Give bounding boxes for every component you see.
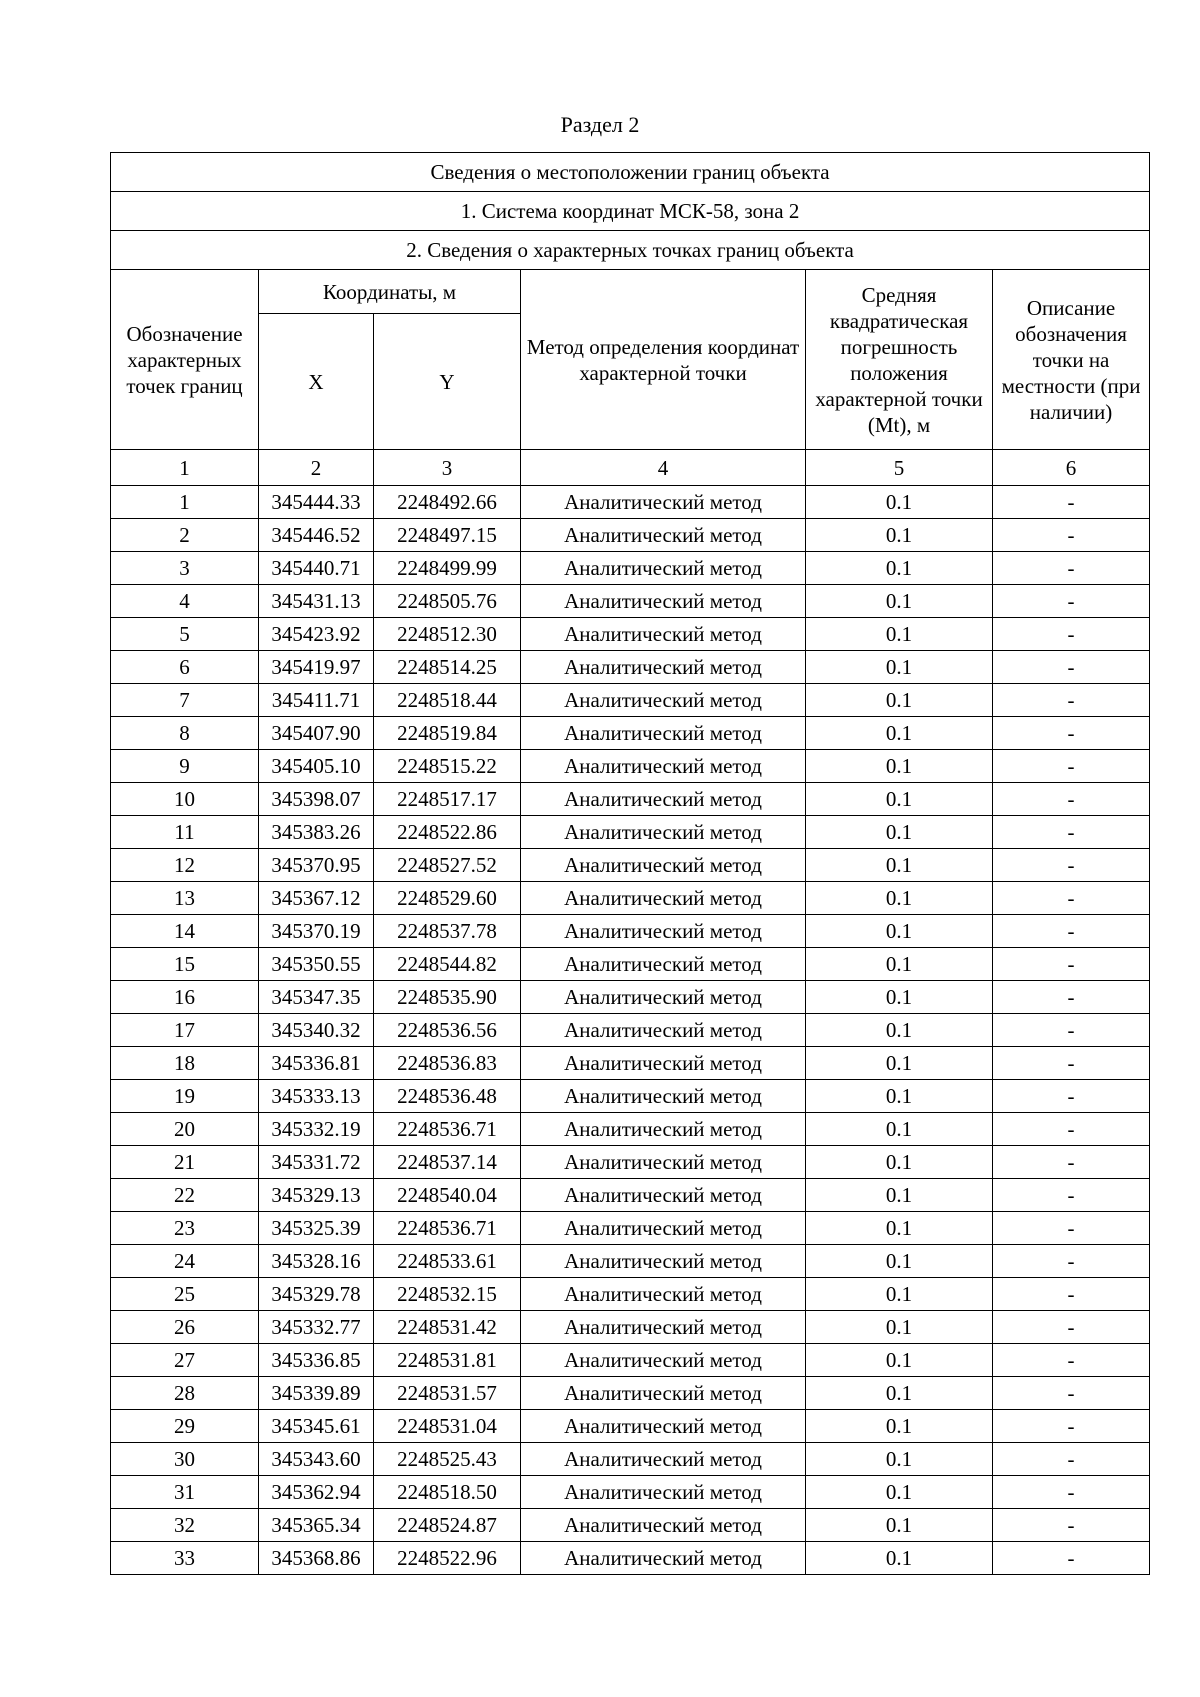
table-row (111, 1113, 1150, 1146)
cell-method: Аналитический метод (521, 915, 806, 948)
cell-description: - (993, 1443, 1150, 1476)
cell-point-number: 9 (111, 750, 259, 783)
cell-point-number: 19 (111, 1080, 259, 1113)
table-title-location: Сведения о местоположении границ объекта (111, 153, 1150, 192)
table-row (111, 651, 1150, 684)
table-row (111, 1509, 1150, 1542)
cell-point-number: 7 (111, 684, 259, 717)
cell-description: - (993, 981, 1150, 1014)
cell-error: 0.1 (806, 1476, 993, 1509)
cell-point-number: 3 (111, 552, 259, 585)
cell-description: - (993, 1212, 1150, 1245)
column-numbers-row (111, 450, 1150, 486)
cell-y: 2248527.52 (374, 849, 521, 882)
table-row (111, 1377, 1150, 1410)
table-row (111, 1047, 1150, 1080)
cell-method: Аналитический метод (521, 1443, 806, 1476)
cell-description: - (993, 1146, 1150, 1179)
cell-x: 345325.39 (259, 1212, 374, 1245)
cell-y: 2248525.43 (374, 1443, 521, 1476)
cell-y: 2248533.61 (374, 1245, 521, 1278)
table-row (111, 849, 1150, 882)
cell-method: Аналитический метод (521, 981, 806, 1014)
cell-x: 345347.35 (259, 981, 374, 1014)
cell-method: Аналитический метод (521, 1179, 806, 1212)
cell-point-number: 18 (111, 1047, 259, 1080)
cell-point-number: 32 (111, 1509, 259, 1542)
cell-y: 2248536.71 (374, 1113, 521, 1146)
cell-error: 0.1 (806, 1014, 993, 1047)
cell-x: 345328.16 (259, 1245, 374, 1278)
cell-point-number: 12 (111, 849, 259, 882)
table-title-points: 2. Сведения о характерных точках границ объекта (111, 231, 1150, 270)
cell-y: 2248536.56 (374, 1014, 521, 1047)
cell-x: 345405.10 (259, 750, 374, 783)
cell-x: 345423.92 (259, 618, 374, 651)
cell-x: 345340.32 (259, 1014, 374, 1047)
cell-error: 0.1 (806, 1410, 993, 1443)
cell-x: 345332.77 (259, 1311, 374, 1344)
cell-y: 2248531.04 (374, 1410, 521, 1443)
table-row (111, 486, 1150, 519)
cell-method: Аналитический метод (521, 618, 806, 651)
column-number: 6 (993, 450, 1150, 486)
cell-method: Аналитический метод (521, 948, 806, 981)
cell-point-number: 27 (111, 1344, 259, 1377)
cell-error: 0.1 (806, 585, 993, 618)
cell-point-number: 17 (111, 1014, 259, 1047)
cell-x: 345329.78 (259, 1278, 374, 1311)
cell-error: 0.1 (806, 1344, 993, 1377)
cell-x: 345333.13 (259, 1080, 374, 1113)
cell-description: - (993, 486, 1150, 519)
cell-method: Аналитический метод (521, 585, 806, 618)
cell-point-number: 1 (111, 486, 259, 519)
table-row (111, 783, 1150, 816)
table-row (111, 882, 1150, 915)
cell-description: - (993, 1476, 1150, 1509)
cell-y: 2248515.22 (374, 750, 521, 783)
cell-x: 345440.71 (259, 552, 374, 585)
cell-point-number: 23 (111, 1212, 259, 1245)
cell-y: 2248531.42 (374, 1311, 521, 1344)
cell-description: - (993, 1080, 1150, 1113)
cell-x: 345350.55 (259, 948, 374, 981)
cell-description: - (993, 1410, 1150, 1443)
header-y: Y (374, 314, 521, 450)
cell-error: 0.1 (806, 1377, 993, 1410)
table-row (111, 1542, 1150, 1575)
cell-method: Аналитический метод (521, 1014, 806, 1047)
cell-y: 2248505.76 (374, 585, 521, 618)
cell-y: 2248536.83 (374, 1047, 521, 1080)
cell-y: 2248532.15 (374, 1278, 521, 1311)
cell-point-number: 25 (111, 1278, 259, 1311)
cell-point-number: 20 (111, 1113, 259, 1146)
cell-x: 345365.34 (259, 1509, 374, 1542)
cell-x: 345339.89 (259, 1377, 374, 1410)
cell-method: Аналитический метод (521, 1410, 806, 1443)
cell-y: 2248536.48 (374, 1080, 521, 1113)
cell-method: Аналитический метод (521, 816, 806, 849)
cell-method: Аналитический метод (521, 783, 806, 816)
cell-description: - (993, 618, 1150, 651)
cell-description: - (993, 750, 1150, 783)
cell-error: 0.1 (806, 1245, 993, 1278)
cell-error: 0.1 (806, 684, 993, 717)
cell-y: 2248522.96 (374, 1542, 521, 1575)
cell-x: 345411.71 (259, 684, 374, 717)
cell-point-number: 29 (111, 1410, 259, 1443)
cell-x: 345345.61 (259, 1410, 374, 1443)
cell-point-number: 8 (111, 717, 259, 750)
cell-description: - (993, 948, 1150, 981)
cell-method: Аналитический метод (521, 1509, 806, 1542)
cell-error: 0.1 (806, 882, 993, 915)
cell-y: 2248512.30 (374, 618, 521, 651)
cell-error: 0.1 (806, 1311, 993, 1344)
table-row (111, 981, 1150, 1014)
cell-point-number: 13 (111, 882, 259, 915)
cell-method: Аналитический метод (521, 1212, 806, 1245)
cell-description: - (993, 816, 1150, 849)
cell-method: Аналитический метод (521, 1146, 806, 1179)
cell-x: 345367.12 (259, 882, 374, 915)
column-number: 1 (111, 450, 259, 486)
cell-x: 345343.60 (259, 1443, 374, 1476)
table-row (111, 1080, 1150, 1113)
table-row (111, 1179, 1150, 1212)
cell-method: Аналитический метод (521, 1344, 806, 1377)
cell-y: 2248531.57 (374, 1377, 521, 1410)
column-number: 5 (806, 450, 993, 486)
cell-error: 0.1 (806, 849, 993, 882)
cell-description: - (993, 1047, 1150, 1080)
table-row (111, 1278, 1150, 1311)
cell-description: - (993, 882, 1150, 915)
table-row (111, 717, 1150, 750)
cell-error: 0.1 (806, 1179, 993, 1212)
cell-x: 345332.19 (259, 1113, 374, 1146)
cell-point-number: 33 (111, 1542, 259, 1575)
cell-method: Аналитический метод (521, 651, 806, 684)
cell-x: 345331.72 (259, 1146, 374, 1179)
cell-description: - (993, 1542, 1150, 1575)
cell-error: 0.1 (806, 519, 993, 552)
cell-x: 345370.95 (259, 849, 374, 882)
cell-description: - (993, 1311, 1150, 1344)
cell-point-number: 30 (111, 1443, 259, 1476)
cell-error: 0.1 (806, 1047, 993, 1080)
cell-point-number: 31 (111, 1476, 259, 1509)
header-x: X (259, 314, 374, 450)
cell-description: - (993, 552, 1150, 585)
cell-error: 0.1 (806, 948, 993, 981)
cell-point-number: 5 (111, 618, 259, 651)
cell-error: 0.1 (806, 750, 993, 783)
table-row (111, 1476, 1150, 1509)
cell-point-number: 21 (111, 1146, 259, 1179)
cell-x: 345362.94 (259, 1476, 374, 1509)
cell-error: 0.1 (806, 1212, 993, 1245)
cell-y: 2248535.90 (374, 981, 521, 1014)
cell-description: - (993, 915, 1150, 948)
cell-y: 2248518.50 (374, 1476, 521, 1509)
cell-point-number: 28 (111, 1377, 259, 1410)
cell-description: - (993, 585, 1150, 618)
cell-method: Аналитический метод (521, 1476, 806, 1509)
table-row (111, 1443, 1150, 1476)
cell-method: Аналитический метод (521, 684, 806, 717)
header-method: Метод определения координат характерной точки (521, 270, 806, 450)
cell-point-number: 22 (111, 1179, 259, 1212)
header-mean-square-error: Средняя квадратическая погрешность положения характерной точки (Mt), м (806, 270, 993, 450)
cell-y: 2248540.04 (374, 1179, 521, 1212)
cell-y: 2248514.25 (374, 651, 521, 684)
cell-y: 2248522.86 (374, 816, 521, 849)
table-row (111, 750, 1150, 783)
cell-method: Аналитический метод (521, 717, 806, 750)
cell-x: 345446.52 (259, 519, 374, 552)
header-coordinates: Координаты, м (259, 270, 521, 314)
column-number: 4 (521, 450, 806, 486)
table-row (111, 1212, 1150, 1245)
cell-error: 0.1 (806, 1113, 993, 1146)
cell-point-number: 6 (111, 651, 259, 684)
table-row (111, 1344, 1150, 1377)
cell-y: 2248544.82 (374, 948, 521, 981)
cell-method: Аналитический метод (521, 1311, 806, 1344)
table-row (111, 1311, 1150, 1344)
cell-method: Аналитический метод (521, 1047, 806, 1080)
cell-x: 345368.86 (259, 1542, 374, 1575)
table-row (111, 1410, 1150, 1443)
header-description: Описание обозначения точки на местности (при наличии) (993, 270, 1150, 450)
cell-error: 0.1 (806, 981, 993, 1014)
cell-description: - (993, 1014, 1150, 1047)
cell-x: 345419.97 (259, 651, 374, 684)
cell-point-number: 10 (111, 783, 259, 816)
cell-method: Аналитический метод (521, 486, 806, 519)
cell-error: 0.1 (806, 1509, 993, 1542)
cell-point-number: 4 (111, 585, 259, 618)
cell-description: - (993, 1179, 1150, 1212)
cell-point-number: 14 (111, 915, 259, 948)
cell-description: - (993, 684, 1150, 717)
cell-description: - (993, 783, 1150, 816)
column-number: 3 (374, 450, 521, 486)
cell-method: Аналитический метод (521, 1113, 806, 1146)
cell-method: Аналитический метод (521, 1080, 806, 1113)
cell-x: 345383.26 (259, 816, 374, 849)
cell-error: 0.1 (806, 717, 993, 750)
cell-x: 345329.13 (259, 1179, 374, 1212)
cell-error: 0.1 (806, 1146, 993, 1179)
cell-y: 2248536.71 (374, 1212, 521, 1245)
cell-point-number: 24 (111, 1245, 259, 1278)
boundary-points-table (110, 152, 1150, 1575)
cell-description: - (993, 1344, 1150, 1377)
cell-point-number: 11 (111, 816, 259, 849)
cell-x: 345336.85 (259, 1344, 374, 1377)
cell-error: 0.1 (806, 783, 993, 816)
cell-y: 2248537.14 (374, 1146, 521, 1179)
table-row (111, 1014, 1150, 1047)
column-number: 2 (259, 450, 374, 486)
cell-method: Аналитический метод (521, 552, 806, 585)
table-row (111, 585, 1150, 618)
table-row (111, 948, 1150, 981)
cell-description: - (993, 1113, 1150, 1146)
table-row (111, 816, 1150, 849)
header-point-designation: Обозначение характерных точек границ (111, 270, 259, 450)
cell-point-number: 15 (111, 948, 259, 981)
cell-description: - (993, 1509, 1150, 1542)
cell-error: 0.1 (806, 1443, 993, 1476)
cell-y: 2248517.17 (374, 783, 521, 816)
cell-method: Аналитический метод (521, 750, 806, 783)
cell-method: Аналитический метод (521, 1542, 806, 1575)
cell-y: 2248524.87 (374, 1509, 521, 1542)
cell-error: 0.1 (806, 1278, 993, 1311)
cell-y: 2248529.60 (374, 882, 521, 915)
cell-x: 345444.33 (259, 486, 374, 519)
cell-description: - (993, 849, 1150, 882)
cell-point-number: 26 (111, 1311, 259, 1344)
cell-x: 345431.13 (259, 585, 374, 618)
cell-x: 345370.19 (259, 915, 374, 948)
cell-x: 345407.90 (259, 717, 374, 750)
cell-method: Аналитический метод (521, 1278, 806, 1311)
cell-error: 0.1 (806, 816, 993, 849)
cell-y: 2248497.15 (374, 519, 521, 552)
table-row (111, 915, 1150, 948)
cell-description: - (993, 717, 1150, 750)
cell-error: 0.1 (806, 915, 993, 948)
cell-y: 2248519.84 (374, 717, 521, 750)
table-row (111, 1146, 1150, 1179)
cell-y: 2248531.81 (374, 1344, 521, 1377)
cell-description: - (993, 1377, 1150, 1410)
cell-y: 2248492.66 (374, 486, 521, 519)
cell-method: Аналитический метод (521, 1245, 806, 1278)
cell-y: 2248537.78 (374, 915, 521, 948)
cell-point-number: 16 (111, 981, 259, 1014)
cell-error: 0.1 (806, 651, 993, 684)
cell-description: - (993, 651, 1150, 684)
table-title-coordinate-system: 1. Система координат МСК-58, зона 2 (111, 192, 1150, 231)
cell-point-number: 2 (111, 519, 259, 552)
cell-error: 0.1 (806, 1080, 993, 1113)
cell-y: 2248499.99 (374, 552, 521, 585)
cell-y: 2248518.44 (374, 684, 521, 717)
cell-description: - (993, 1245, 1150, 1278)
cell-error: 0.1 (806, 618, 993, 651)
table-row (111, 684, 1150, 717)
section-title: Раздел 2 (560, 112, 640, 137)
cell-x: 345398.07 (259, 783, 374, 816)
cell-error: 0.1 (806, 486, 993, 519)
table-row (111, 552, 1150, 585)
cell-method: Аналитический метод (521, 882, 806, 915)
cell-error: 0.1 (806, 552, 993, 585)
cell-method: Аналитический метод (521, 519, 806, 552)
table-row (111, 519, 1150, 552)
cell-method: Аналитический метод (521, 1377, 806, 1410)
cell-error: 0.1 (806, 1542, 993, 1575)
table-row (111, 618, 1150, 651)
cell-description: - (993, 519, 1150, 552)
table-row (111, 1245, 1150, 1278)
cell-description: - (993, 1278, 1150, 1311)
cell-x: 345336.81 (259, 1047, 374, 1080)
cell-method: Аналитический метод (521, 849, 806, 882)
